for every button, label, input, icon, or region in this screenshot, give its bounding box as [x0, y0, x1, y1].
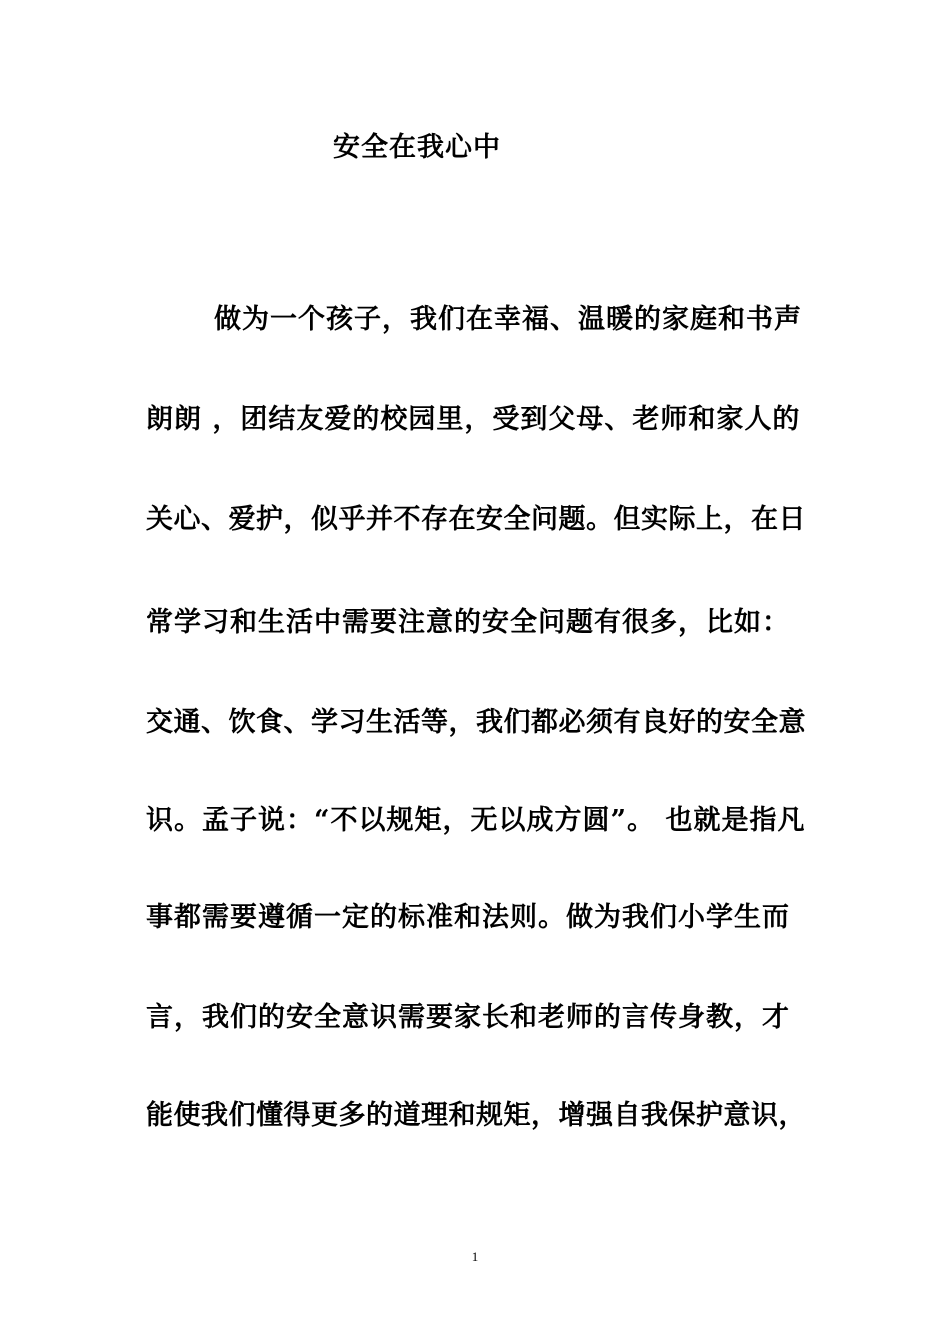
paragraph-line-9: 能使我们懂得更多的道理和规矩，增强自我保护意识， — [146, 1100, 806, 1131]
document-title: 安全在我心中 — [333, 132, 501, 163]
paragraph-line-4: 常学习和生活中需要注意的安全问题有很多，比如： — [146, 607, 790, 638]
paragraph-line-3: 关心、爱护，似乎并不存在安全问题。但实际上，在日 — [146, 504, 806, 535]
paragraph-line-6: 识。孟子说：“不以规矩，无以成方圆”。 也就是指凡 — [146, 805, 806, 836]
paragraph-line-5: 交通、饮食、学习生活等，我们都必须有良好的安全意 — [146, 707, 806, 738]
page-number: 1 — [471, 1249, 479, 1264]
paragraph-line-8: 言，我们的安全意识需要家长和老师的言传身教，才 — [146, 1002, 790, 1033]
paragraph-line-7: 事都需要遵循一定的标准和法则。做为我们小学生而 — [146, 902, 790, 933]
paragraph-line-2: 朗朗 ，团结友爱的校园里，受到父母、老师和家人的 — [146, 404, 801, 435]
paragraph-line-1: 做为一个孩子，我们在幸福、温暖的家庭和书声 — [214, 304, 802, 335]
